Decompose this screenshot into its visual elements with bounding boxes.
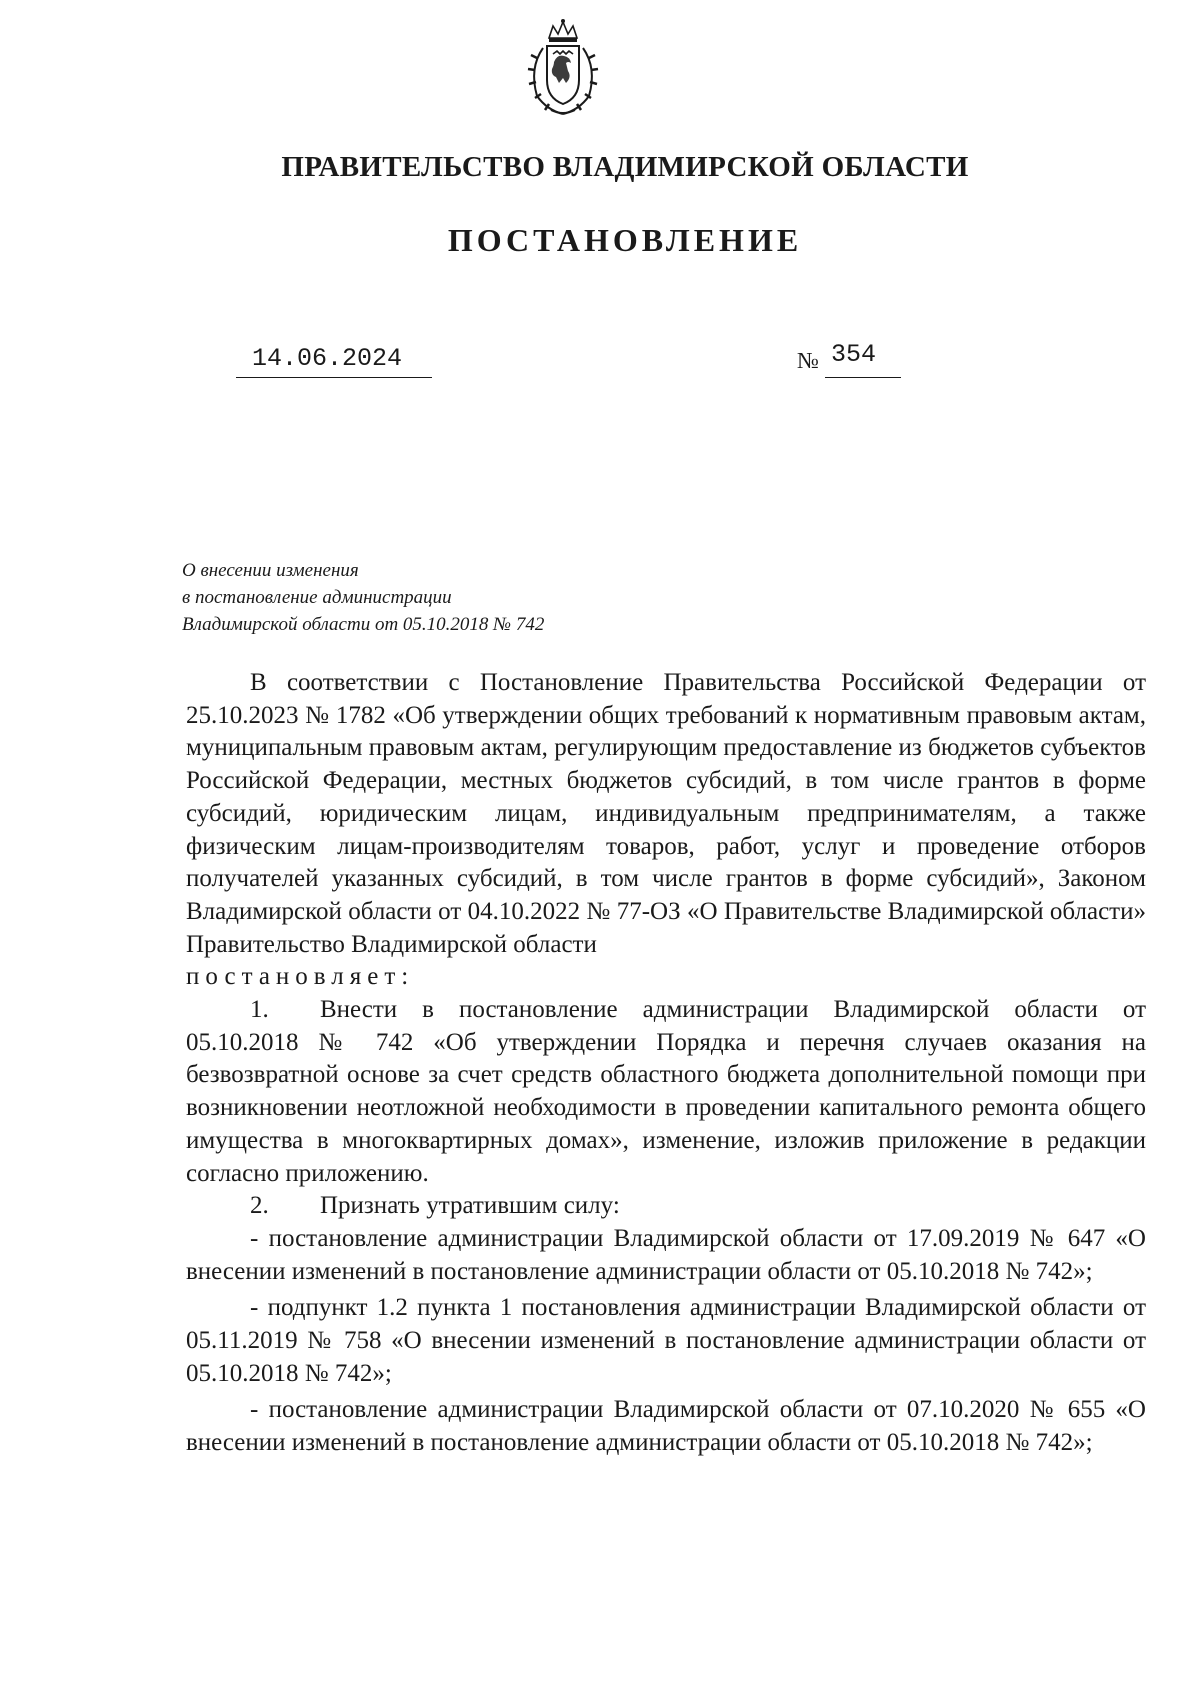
government-name: ПРАВИТЕЛЬСТВО ВЛАДИМИРСКОЙ ОБЛАСТИ [281,151,969,183]
item-text: Признать утратившим силу: [320,1192,620,1220]
number-sign: № [797,348,819,373]
document-body [186,667,1146,1460]
preamble-paragraph: В соответствии с Постановление Правительства Российской Федерации от 25.10.2023 № 1782 «Об утверждении общих требований к нормативным правовым актам, муниципальным правовым актам, регулирующим предоставление из бюджетов субъектов Российской Федерации, местных бюджетов субсидий, в том числе грантов в форме субсидий, юридическим лицам, индивидуальным предпринимателям, а также физическим лицам-производителям товаров, работ, услуг и проведение отборов получателей указанных субсидий, в том числе грантов в форме субсидий», Законом Владимирской области от 04.10.2022 № 77-ОЗ «О Правительстве Владимирской области» Правительство Владимирской области [186,669,1146,958]
document-type: ПОСТАНОВЛЕНИЕ [447,222,803,258]
subject-line: О внесении изменения [182,560,359,581]
resolves-word: постановляет: [186,963,415,991]
item-number: 1. [250,996,269,1024]
repealed-item: - постановление администрации Владимирской области от 17.09.2019 № 647 «О внесении изменений в постановление администрации области от 05.10.2018 № 742»; [186,1224,1146,1285]
repealed-item: - постановление администрации Владимирской области от 07.10.2020 № 655 «О внесении изменений в постановление администрации области от 05.10.2018 № 742»; [186,1396,1146,1457]
document-number: 354 [825,340,901,378]
document-date: 14.06.2024 [236,344,432,378]
subject-line: в постановление администрации [182,587,452,608]
item-number: 2. [250,1192,269,1220]
item-text: Внести в постановление администрации Владимирской области от 05.10.2018 № 742 «Об утверждении Порядка и перечня случаев оказания на безвозвратной основе за счет средств областного бюджета дополнительной помощи при возникновении неотложной необходимости в проведении капитального ремонта общего имущества в многоквартирных домах», изменение, изложив приложение в редакции согласно приложению. [186,996,1146,1187]
document-number-block [797,340,901,378]
coat-of-arms-icon [523,18,603,118]
repealed-item: - подпункт 1.2 пункта 1 постановления администрации Владимирской области от 05.11.2019 № 758 «О внесении изменений в постановление администрации области от 05.10.2018 № 742»; [186,1294,1146,1387]
item-paragraph [186,1190,1146,1223]
document-subject [182,557,702,638]
subject-line: Владимирской области от 05.10.2018 № 742 [182,614,545,635]
item-paragraph [186,994,1146,1190]
